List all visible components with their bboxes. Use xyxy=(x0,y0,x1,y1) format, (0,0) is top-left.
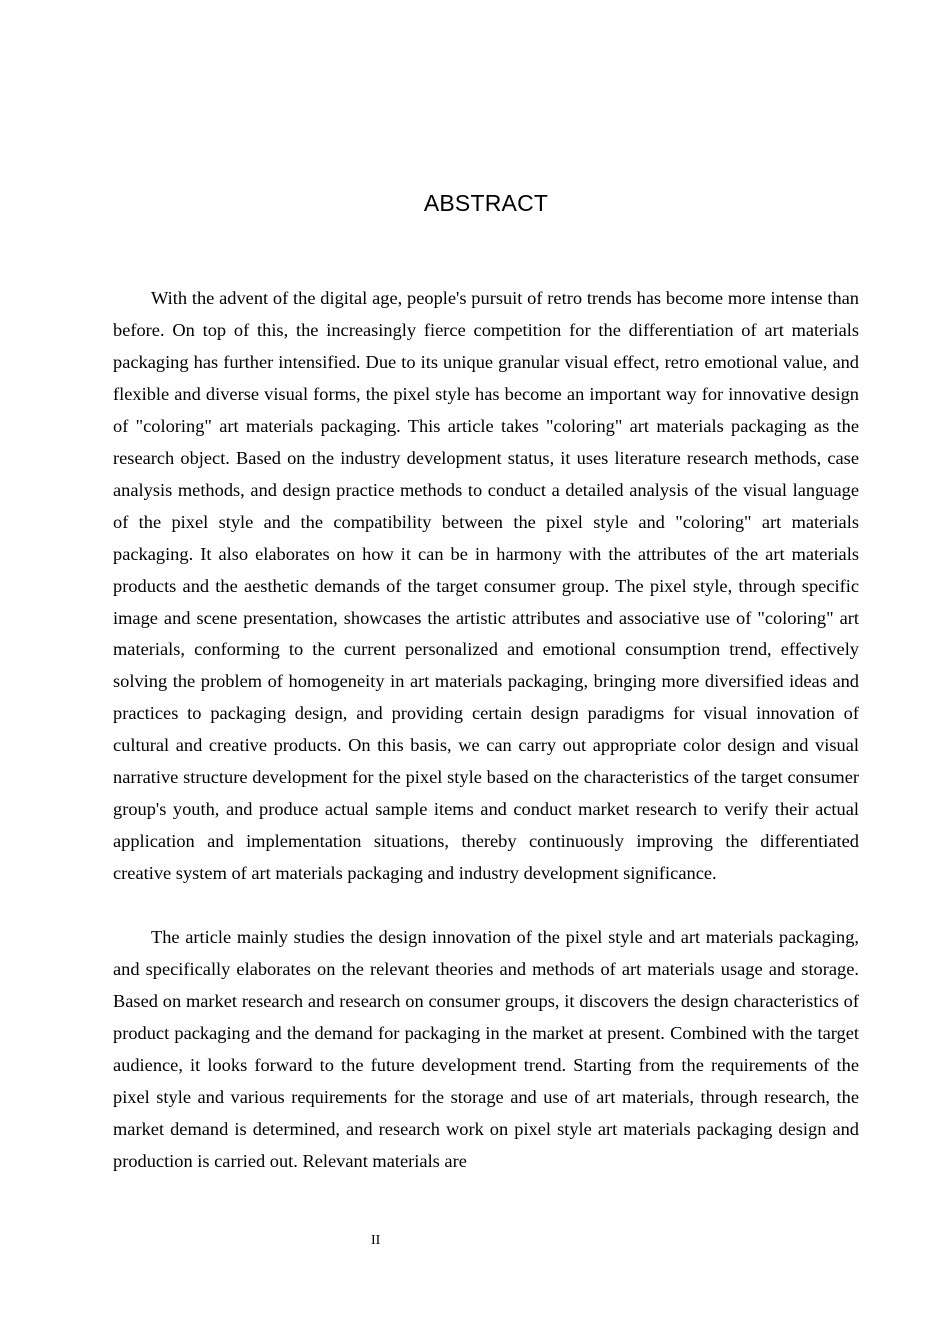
abstract-heading: ABSTRACT xyxy=(423,190,549,216)
page-number: II xyxy=(371,1233,381,1248)
abstract-paragraph-2: The article mainly studies the design innovation of the pixel style and art materials packaging, and specifically elaborates on the relevant theories and methods of art materials usage and storage. Based on market research and research on consumer groups, it discovers the design characteristics of product packaging and the demand for packaging in the market at present. Combined with the target audience, it looks forward to the future development trend. Starting from the requirements of the pixel style and various requirements for the storage and use of art materials, through research, the market demand is determined, and research work on pixel style art materials packaging design and production is carried out. Relevant materials are xyxy=(113,927,859,1171)
abstract-body xyxy=(113,283,859,1178)
abstract-paragraph-1: With the advent of the digital age, people's pursuit of retro trends has become more intense than before. On top of this, the increasingly fierce competition for the differentiation of art materials packaging has further intensified. Due to its unique granular visual effect, retro emotional value, and flexible and diverse visual forms, the pixel style has become an important way for innovative design of "coloring" art materials packaging. This article takes "coloring" art materials packaging as the research object. Based on the industry development status, it uses literature research methods, case analysis methods, and design practice methods to conduct a detailed analysis of the visual language of the pixel style and the compatibility between the pixel style and "coloring" art materials packaging. It also elaborates on how it can be in harmony with the attributes of the art materials products and the aesthetic demands of the target consumer group. The pixel style, through specific image and scene presentation, showcases the artistic attributes and associative use of "coloring" art materials, conforming to the current personalized and emotional consumption trend, effectively solving the problem of homogeneity in art materials packaging, bringing more diversified ideas and practices to packaging design, and providing certain design paradigms for visual innovation of cultural and creative products. On this basis, we can carry out appropriate color design and visual narrative structure development for the pixel style based on the characteristics of the target consumer group's youth, and produce actual sample items and conduct market research to verify their actual application and implementation situations, thereby continuously improving the differentiated creative system of art materials packaging and industry development significance. xyxy=(113,288,859,884)
